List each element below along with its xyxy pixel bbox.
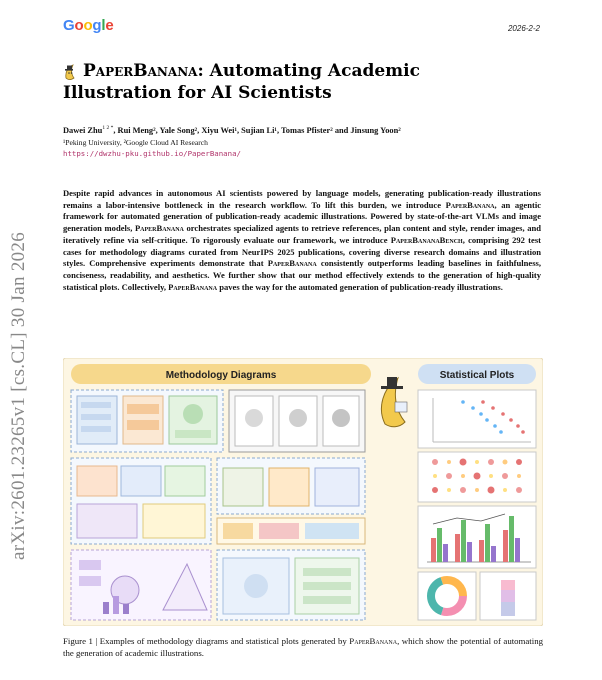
method-name: PaperBanana — [168, 281, 218, 292]
method-name: PaperBanana — [267, 258, 317, 269]
banana-icon — [63, 63, 79, 81]
first-author: Dawei Zhu — [63, 125, 103, 135]
method-name: PaperBanana — [134, 223, 184, 234]
title-name: PaperBanana — [83, 61, 198, 81]
date: 2026-2-2 — [507, 24, 540, 33]
abstract-text: paves the way for the automated generation of publication-ready illustrations. — [217, 281, 503, 292]
paper-title — [63, 60, 543, 104]
google-logo — [63, 17, 114, 34]
logo-letter: g — [92, 17, 102, 34]
arxiv-identifier: arXiv:2601.23265v1 [cs.CL] 30 Jan 2026 — [8, 231, 29, 560]
logo-letter: G — [63, 17, 75, 34]
plot-panel — [418, 390, 536, 448]
benchmark-name: PaperBananaBench — [390, 234, 463, 245]
methodology-title: Methodology Diagrams — [165, 370, 277, 381]
title-line2: Illustration for AI Scientists — [63, 83, 332, 103]
caption-label: Figure 1 | — [63, 636, 100, 646]
stat-plots-title: Statistical Plots — [439, 370, 515, 381]
caption-text: , which show the potential of automating the generation of academic illustrations. — [63, 636, 543, 658]
abstract-text: consistently outperforms leading baselines in faithfulness, conciseness, readability, and aesthetics. We further show that our method effectively extends to the generation of high-quality statistical plots. Collectively, — [63, 258, 541, 292]
logo-letter: l — [101, 17, 106, 34]
logo-letter: o — [83, 17, 93, 34]
title-rest: : Automating Academic — [197, 61, 420, 81]
abstract — [63, 188, 541, 293]
methodology-panels — [71, 390, 365, 620]
method-name: PaperBanana — [349, 636, 398, 646]
author-sup: 1 2 * — [102, 125, 114, 131]
caption-text: Examples of methodology diagrams and statistical plots generated by — [99, 636, 350, 646]
authors — [63, 125, 543, 135]
figure-1 — [63, 358, 543, 626]
logo-letter: o — [74, 17, 84, 34]
project-link[interactable]: https://dwzhu-pku.github.io/PaperBanana/ — [63, 149, 241, 158]
abstract-text: , an agentic framework for automated generation of publication-ready academic illustrations. Powered by state-of-the-art VLMs and image generation models, — [63, 199, 541, 234]
logo-letter: e — [105, 17, 114, 34]
abstract-text: , comprising 292 test cases for methodology diagrams curated from NeurIPS 2025 publications, covering diverse research domains and illustration styles. Comprehensive experiments demonstrate that — [63, 234, 541, 269]
other-authors: , Rui Meng², Yale Song², Xiyu Wei¹, Sujian Li¹, Tomas Pfister² and Jinsung Yoon² — [113, 125, 401, 135]
abstract-text: orchestrates specialized agents to retrieve references, plan content and style, render images, and iteratively refine via self-critique. To rigorously evaluate our framework, we introduce — [63, 223, 541, 245]
method-name: PaperBanana — [445, 199, 495, 210]
title-block — [63, 60, 543, 104]
figure-caption — [63, 636, 543, 659]
abstract-text: Despite rapid advances in autonomous AI scientists powered by language models, generating publication-ready illustrations remains a labor-intensive bottleneck in the research workflow. To lift this burden, we introduce — [63, 188, 541, 210]
affiliations: ¹Peking University, ²Google Cloud AI Research — [63, 138, 208, 147]
